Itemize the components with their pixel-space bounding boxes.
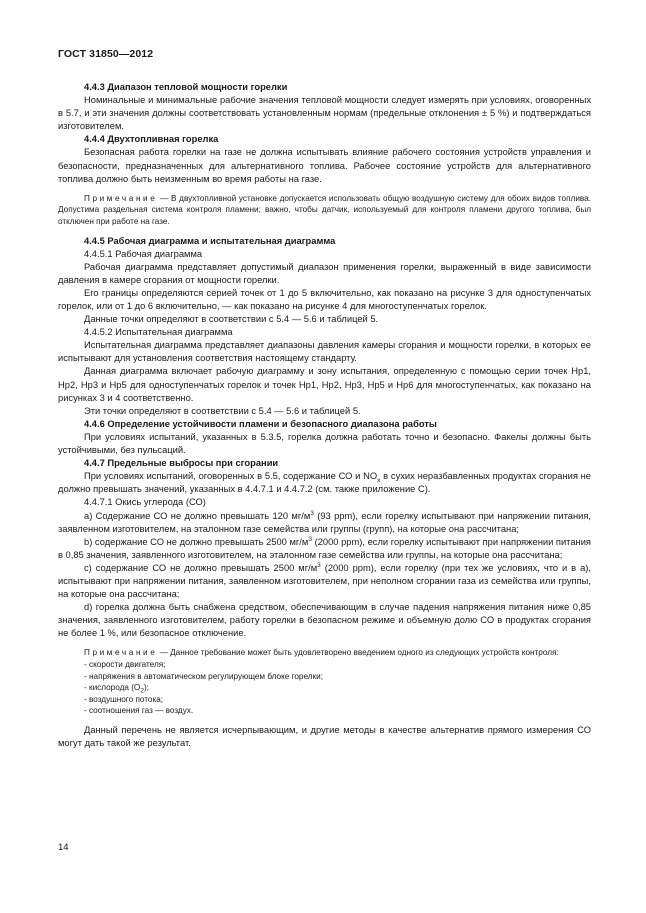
list-item-c bbox=[58, 562, 591, 601]
note-control-devices bbox=[58, 647, 591, 659]
note-text: — Данное требование может быть удовлетворено введением одного из следующих устройств контроля: bbox=[157, 648, 559, 658]
section-4-4-5-2-paragraph-3: Эти точки определяют в соответствии с 5.4 — 5.6 и таблицей 5. bbox=[84, 405, 361, 416]
text-run: - кислорода (О bbox=[84, 683, 141, 693]
subscript: 2 bbox=[140, 687, 144, 695]
note-list-item: - воздушного потока; bbox=[84, 694, 164, 704]
note-list-item: - соотношения газ — воздух. bbox=[84, 706, 194, 716]
text-run: (2000 ppm), если горелку испытывают при напряжении питания в 0,85 значения, заявленного изготовителем, на эталонном газе семейства или группы, на которые она рассчитана; bbox=[58, 536, 591, 560]
note-list-item: - скорости двигателя; bbox=[84, 660, 166, 670]
text-run: При условиях испытаний, оговоренных в 5.5, содержание СО и NO bbox=[84, 471, 378, 482]
note-dual-fuel bbox=[58, 193, 591, 228]
superscript: 3 bbox=[310, 509, 314, 517]
section-4-4-5-1-title: 4.4.5.1 Рабочая диаграмма bbox=[84, 248, 203, 259]
page-number: 14 bbox=[58, 842, 69, 853]
section-4-4-4-paragraph: Безопасная работа горелки на газе не должна испытывать влияние рабочего состояния устройств управления и безопасности, предназначенных для альтернативного топлива. Рабочее состояние устройств для альтернативного топлива должно быть неизменным во время работы на газе. bbox=[58, 147, 591, 184]
note-label: Примечание bbox=[84, 193, 158, 203]
section-4-4-5-1-paragraph-3: Данные точки определяют в соответствии с 5.4 — 5.6 и таблицей 5. bbox=[84, 314, 379, 325]
text-run: ); bbox=[143, 683, 149, 693]
section-4-4-3-title: 4.4.3 Диапазон тепловой мощности горелки bbox=[84, 82, 288, 92]
section-4-4-6-title: 4.4.6 Определение устойчивости пламени и безопасного диапазона работы bbox=[84, 418, 437, 429]
section-4-4-5-2-title: 4.4.5.2 Испытательная диаграмма bbox=[84, 327, 233, 338]
section-4-4-4-title: 4.4.4 Двухтопливная горелка bbox=[84, 134, 219, 145]
section-4-4-7-paragraph bbox=[58, 470, 591, 496]
note-label: Примечание bbox=[84, 648, 158, 658]
text-run: (2000 ppm), если горелку (при тех же условиях, что и в а), испытывают при напряжении питания, заявленном изготовителем, при неполном сгорании газа из семейства или группы, на которые она рассчитана; bbox=[58, 562, 591, 600]
section-4-4-7-title: 4.4.7 Предельные выбросы при сгорании bbox=[84, 458, 279, 469]
note-text: — В двухтопливной установке допускается использовать общую воздушную систему для обоих видов топлива. Допустима раздельная система контроля пламени; важно, чтобы датчик, используемый для контроля пламени другого топлива, был отключен при работе на газе. bbox=[58, 193, 591, 226]
text-run: (93 ppm), если горелку испытывают при напряжении питания, заявленном изготовителем, на эталонном газе семейства или группы (групп), на которые она рассчитана; bbox=[58, 510, 592, 534]
section-4-4-6-paragraph: При условиях испытаний, указанных в 5.3.5, горелка должна работать точно и безопасно. Факелы должны быть устойчивыми, без пульсаций. bbox=[58, 431, 591, 456]
list-item-a bbox=[58, 510, 591, 536]
standard-header: ГОСТ 31850—2012 bbox=[58, 48, 154, 60]
section-4-4-3-paragraph: Номинальные и минимальные рабочие значения тепловой мощности следует измерять при условиях, оговоренных в 5.7, и эти значения должны соответствовать установленным нормам (предельные отклонения ± 5 %) и подтверждаться изготовителем. bbox=[58, 95, 591, 132]
note-list-item bbox=[58, 682, 591, 694]
superscript: 3 bbox=[308, 535, 312, 543]
list-item-d: d) горелка должна быть снабжена средством, обеспечивающим в случае падения напряжения питания ниже 0,85 значения, заявленного изготовителем, работу горелки в безопасном режиме и объемную долю СО в продуктах сгорания не более 1 %, или безопасное отключение. bbox=[58, 602, 591, 639]
text-run: b) содержание СО не должно превышать 2500 мг/м bbox=[84, 536, 309, 547]
section-4-4-5-1-paragraph-2: Его границы определяются серией точек от 1 до 5 включительно, как показано на рисунке 3 для одноступенчатых горелок, или от 1 до 6 включительно, — как показано на рисунке 4 для многоступенчатых горелок. bbox=[58, 287, 591, 311]
section-4-4-5-2-paragraph-2: Данная диаграмма включает рабочую диаграмму и зону испытания, определенную с помощью серии точек Нр1, Нр2, Нр3 и Нр5 для одноступенчатых горелок и точек Нр1, Нр2, Нр3, Нр5 и Нр6 для многоступенчатых, как показано на рисунках 3 и 4 соответственно. bbox=[58, 366, 591, 403]
text-run: а) Содержание СО не должно превышать 120 мг/м bbox=[84, 510, 311, 521]
final-paragraph: Данный перечень не является исчерпывающим, и другие методы в качестве альтернатив прямого измерения СО могут дать такой же результат. bbox=[58, 725, 591, 749]
section-4-4-5-1-paragraph-1: Рабочая диаграмма представляет допустимый диапазон применения горелки, выраженный в виде зависимости давления в камере сгорания от мощности горелки. bbox=[58, 261, 591, 285]
page-content bbox=[58, 81, 591, 750]
section-4-4-7-1-title: 4.4.7.1 Окись углерода (СО) bbox=[84, 497, 206, 508]
section-4-4-5-title: 4.4.5 Рабочая диаграмма и испытательная диаграмма bbox=[84, 235, 336, 246]
list-item-b bbox=[58, 536, 591, 562]
text-run: в сухих неразбавленных продуктах сгорания не должно превышать значений, указанных в 4.4.7.1 и 4.4.7.2 (см. также приложение С). bbox=[58, 471, 592, 495]
text-run: c) содержание СО не должно превышать 2500 мг/м bbox=[84, 562, 318, 573]
subscript: x bbox=[377, 477, 381, 485]
note-list-item: - напряжения в автоматическом регулирующем блоке горелки; bbox=[84, 671, 323, 681]
superscript: 3 bbox=[317, 561, 321, 569]
section-4-4-5-2-paragraph-1: Испытательная диаграмма представляет диапазоны давления камеры сгорания и мощности горелки, в которых ее испытывают для установления соответствия настоящему стандарту. bbox=[58, 340, 591, 364]
